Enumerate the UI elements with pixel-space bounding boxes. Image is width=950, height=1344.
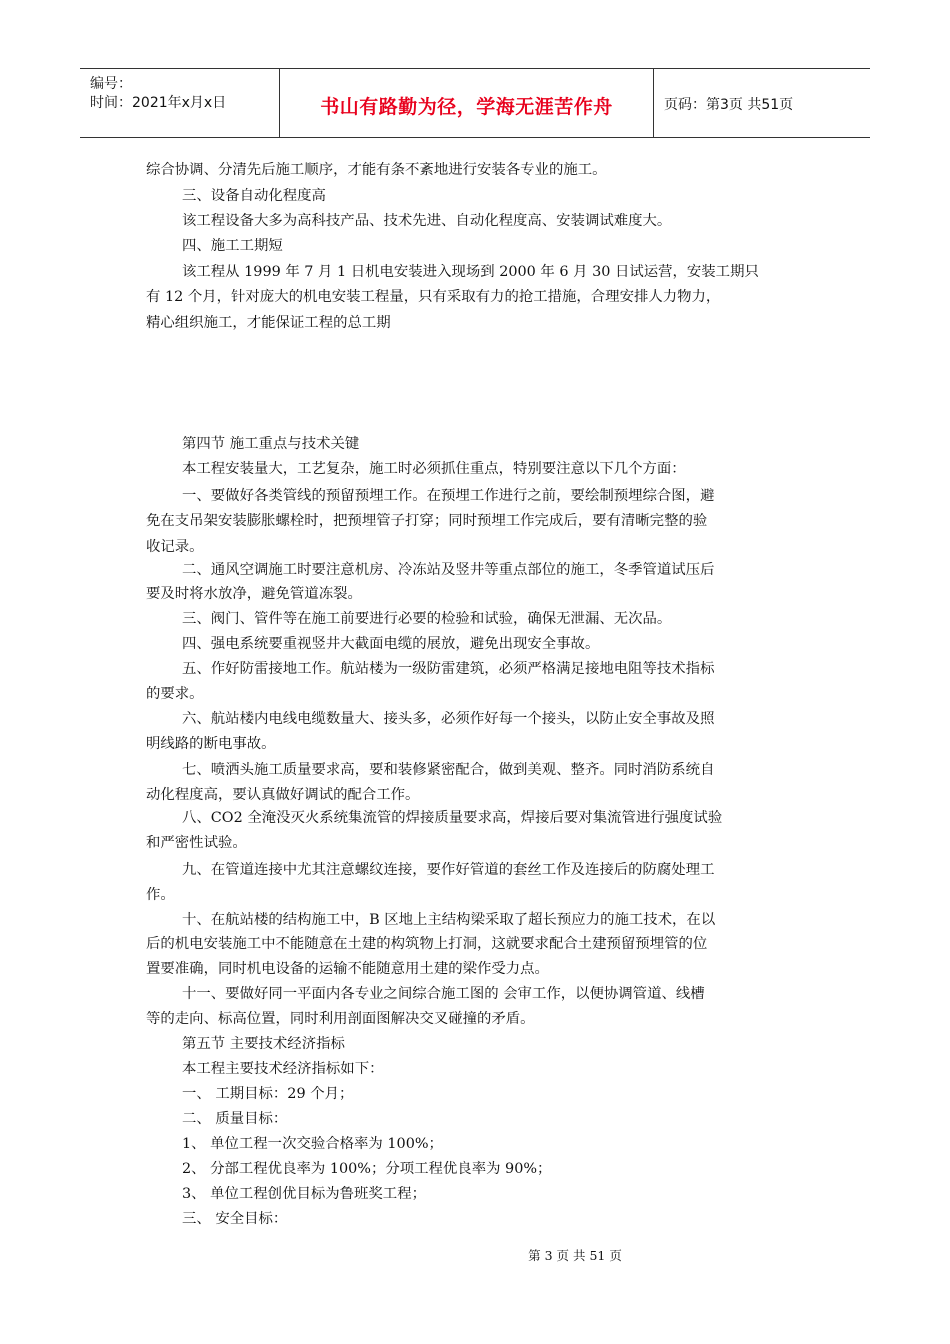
- text-line: 作。: [146, 887, 175, 903]
- text-line: 综合协调、分清先后施工顺序，才能有条不紊地进行安装各专业的施工。: [146, 162, 607, 178]
- text-line: 的要求。: [146, 686, 204, 702]
- text-line: 四、强电系统要重视竖井大截面电缆的展放，避免出现安全事故。: [182, 636, 600, 652]
- text-line: 三、设备自动化程度高: [182, 188, 326, 204]
- list-item: 3、 单位工程创优目标为鲁班奖工程；: [182, 1186, 426, 1202]
- text-line: 后的机电安装施工中不能随意在土建的构筑物上打洞，这就要求配合土建预留预埋管的位: [146, 936, 708, 952]
- text-line: 免在支吊架安装膨胀螺栓时，把预埋管子打穿；同时预埋工作完成后，要有清晰完整的验: [146, 513, 708, 529]
- text-line: 十一、要做好同一平面内各专业之间综合施工图的 会审工作，以便协调管道、线槽: [182, 986, 705, 1002]
- text-line: 明线路的断电事故。: [146, 736, 276, 752]
- text-line: 五、作好防雷接地工作。航站楼为一级防雷建筑，必须严格满足接地电阻等技术指标: [182, 661, 715, 677]
- footer-page-number: 第 3 页 共 51 页: [528, 1248, 622, 1263]
- section-heading: 第四节 施工重点与技术关键: [182, 436, 360, 452]
- text-line: 三、阀门、管件等在施工前要进行必要的检验和试验，确保无泄漏、无次品。: [182, 611, 672, 627]
- text-line: 精心组织施工，才能保证工程的总工期: [146, 315, 391, 331]
- header-time: 时间：2021年x月x日: [90, 95, 227, 111]
- header-meta: [80, 69, 280, 137]
- text-line: 收记录。: [146, 539, 204, 555]
- text-line: 和严密性试验。: [146, 835, 247, 851]
- list-item: 1、 单位工程一次交验合格率为 100%；: [182, 1136, 443, 1152]
- text-line: 一、要做好各类管线的预留预埋工作。在预埋工作进行之前，要绘制预埋综合图，避: [182, 488, 715, 504]
- text-line: 等的走向、标高位置，同时利用剖面图解决交叉碰撞的矛盾。: [146, 1011, 535, 1027]
- text-line: 四、施工工期短: [182, 238, 283, 254]
- text-line: 二、通风空调施工时要注意机房、冷冻站及竖井等重点部位的施工，冬季管道试压后: [182, 562, 715, 578]
- text-line: 有 12 个月，针对庞大的机电安装工程量，只有采取有力的抢工措施，合理安排人力物力，: [146, 289, 721, 305]
- header-page-info: 页码：第3页 共51页: [664, 97, 794, 113]
- page-header: [80, 68, 870, 138]
- text-line: 要及时将水放净，避免管道冻裂。: [146, 586, 362, 602]
- text-line: 九、在管道连接中尤其注意螺纹连接，要作好管道的套丝工作及连接后的防腐处理工: [182, 862, 715, 878]
- text-line: 七、喷洒头施工质量要求高，要和装修紧密配合，做到美观、整齐。同时消防系统自: [182, 762, 715, 778]
- header-motto-cell: [280, 69, 654, 137]
- text-line: 动化程度高，要认真做好调试的配合工作。: [146, 787, 420, 803]
- page-footer: [0, 1246, 950, 1264]
- text-line: 六、航站楼内电线电缆数量大、接头多，必须作好每一个接头，以防止安全事故及照: [182, 711, 715, 727]
- text-line: 本工程主要技术经济指标如下：: [182, 1061, 384, 1077]
- list-item: 一、 工期目标：29 个月；: [182, 1086, 354, 1102]
- section-heading: 第五节 主要技术经济指标: [182, 1036, 345, 1052]
- text-line: 十、在航站楼的结构施工中，B 区地上主结构梁采取了超长预应力的施工技术，在以: [182, 912, 716, 928]
- text-line: 本工程安装量大，工艺复杂，施工时必须抓住重点，特别要注意以下几个方面：: [182, 461, 686, 477]
- list-item: 二、 质量目标：: [182, 1111, 288, 1127]
- text-line: 该工程从 1999 年 7 月 1 日机电安装进入现场到 2000 年 6 月 30 日试运营，安装工期只: [182, 264, 759, 280]
- list-item: 2、 分部工程优良率为 100%；分项工程优良率为 90%；: [182, 1161, 552, 1177]
- text-line: 八、CO2 全淹没灭火系统集流管的焊接质量要求高，焊接后要对集流管进行强度试验: [182, 810, 723, 826]
- header-motto: 书山有路勤为径，学海无涯苦作舟: [320, 95, 613, 118]
- header-number: 编号：: [90, 76, 132, 92]
- list-item: 三、 安全目标：: [182, 1211, 288, 1227]
- text-line: 置要准确，同时机电设备的运输不能随意用土建的梁作受力点。: [146, 961, 549, 977]
- text-line: 该工程设备大多为高科技产品、技术先进、自动化程度高、安装调试难度大。: [182, 213, 672, 229]
